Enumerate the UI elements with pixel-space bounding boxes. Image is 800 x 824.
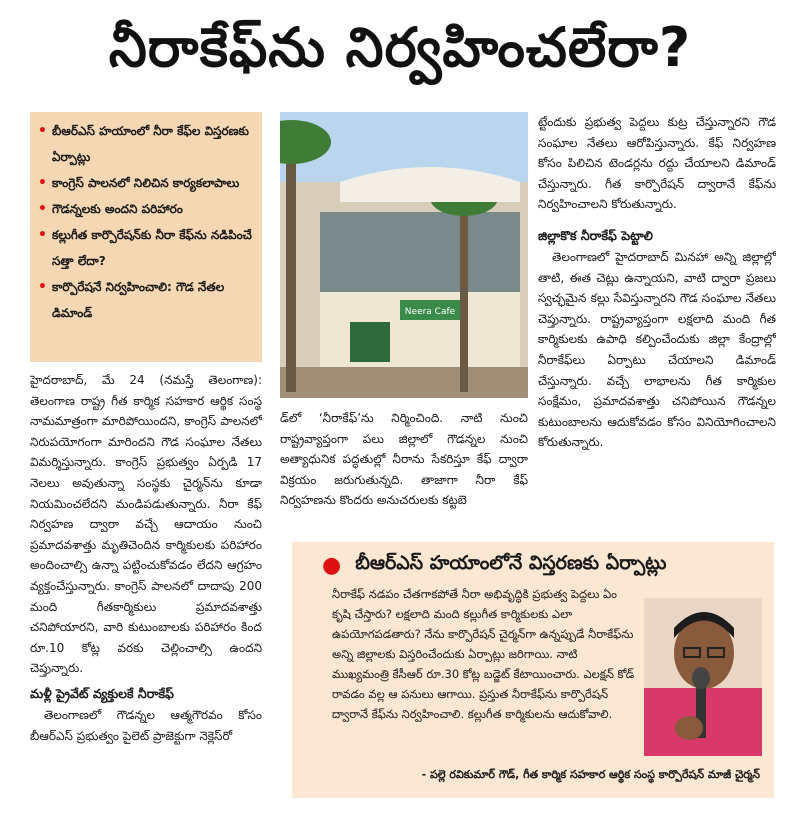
highlight-item: [38, 274, 254, 326]
quote-box-title-text: బీఆర్‌ఎస్ హయాంలోనే విస్తరణకు ఏర్పాట్లు: [355, 552, 667, 574]
bullet-icon: •: [38, 227, 47, 243]
quote-credit: - పల్లె రవికుమార్ గౌడ్, గీత కార్మిక సహకార ఆర్థిక సంస్థ కార్పొరేషన్ మాజీ చైర్మన్: [421, 768, 760, 781]
article-paragraph: డ్‌లో ‘నీరాకేఫ్’ను నిర్మించింది. నాటి నుంచి రాష్ట్రవ్యాప్తంగా పలు జిల్లాలో గౌడన్నల నుంచి అత్యాధునిక పద్ధతుల్లో నీరాను సేకరిస్తూ కేఫ్ ద్వారా విక్రయం జరుగుతున్నది. తాజాగా నీరా కేఫ్ నిర్వహణను కొందరు అనుచరులకు కట్టబె: [280, 411, 528, 508]
article-column-3: [538, 112, 776, 536]
bullet-icon: •: [38, 279, 47, 295]
highlight-item: [38, 118, 254, 170]
section-subhead: జిల్లాకొక నీరాకేఫ్ పెట్టాలి: [538, 227, 653, 243]
article-column-1: [30, 370, 262, 810]
article-paragraph: తెలంగాణలో గౌడన్నల ఆత్మగౌరవం కోసం బీఆర్‌ఎస్ ప్రభుత్వం పైలెట్ ప్రాజెక్టుగా నెక్లెస్‌రో: [30, 707, 262, 743]
page-headline: నీరాకేఫ్‌ను నిర్వహించలేరా?: [108, 15, 692, 79]
quote-text: నీరాకేఫ్ నడపం చేతగాకపోతే నీరా అభివృద్ధికి ప్రభుత్వ పెద్దలు ఏం కృషి చేస్తారు? లక్షలాది మంది కల్లుగీత కార్మికులకు ఎలా ఉపయోగపడతారు? నేను కార్పొరేషన్ చైర్మన్‌గా ఉన్నప్పుడే నీరాకేఫ్‌ను అన్ని జిల్లాలకు విస్తరించేందుకు ఏర్పాట్లు జరిగాయి. నాటి ముఖ్యమంత్రి కేసీఆర్ రూ.30 కోట్ల బడ్జెట్ కేటాయించారు. ఎలక్షన్ కోడ్ రావడం వల్ల ఆ పనులు ఆగాయి. ప్రస్తుత నీరాకేఫ్‌ను కార్పొరేషన్ ద్వారానే కేఫ్‌ను నిర్వహించాలి. కల్లుగీత కార్మికులను ఆదుకోవాలి.: [332, 587, 635, 721]
article-paragraph: ట్టేందుకు ప్రభుత్వ పెద్దలు కుట్ర చేస్తున్నారని గౌడ సంఘాల నేతలు ఆరోపిస్తున్నారు. కేఫ్ నిర్వహణ కోసం పిలిచిన టెండర్లను రద్దు చేయాలని డిమాండ్ చేస్తున్నారు. గీత కార్పొరేషన్ ద్వారానే కేఫ్‌ను నిర్వహించాలని కోరుతున్నారు.: [538, 115, 776, 212]
speaker-portrait: [644, 598, 762, 756]
article-paragraph: తెలంగాణలో హైదరాబాద్ మినహా అన్ని జిల్లాల్లో తాటి, ఈత చెట్లు ఉన్నాయని, వాటి ద్వారా ప్రజలు స్వచ్ఛమైన కల్లు సేవిస్తున్నారని గౌడ సంఘాల నేతలు చెప్తున్నారు. రాష్ట్రవ్యాప్తంగా లక్షలాది మంది గీత కార్మికులకు ఉపాధి కల్పించేందుకు జిల్లా కేంద్రాల్లో నీరాకేఫ్‌లు ఏర్పాటు చేయాలని డిమాండ్ చేస్తున్నారు. వచ్చే లాభాలను గీత కార్మికుల సంక్షేమం, ప్రమాదవశాత్తు చనిపోయిన గౌడన్నల కుటుంబాలను ఆదుకోవడం కోసం వినియోగించాలని కోరుతున్నారు.: [538, 249, 776, 450]
article-paragraph: హైదరాబాద్, మే 24 (నమస్తే తెలంగాణ): తెలంగాణ రాష్ట్ర గీత కార్మిక సహకార ఆర్థిక సంస్థ నామమాత్రంగా మారిపోయిందని, కాంగ్రెస్ పాలనలో నిరుపయోగంగా మారిందని గౌడ సంఘాల నేతలు విమర్శిస్తున్నారు. కాంగ్రెస్ ప్రభుత్వం ఏర్పడి 17 నెలలు అవుతున్నా సంస్థకు చైర్మన్‌ను కూడా నియమించలేదని మండిపడుతున్నారు. నీరా కేఫ్ నిర్వహణ ద్వారా వచ్చే ఆదాయం నుంచి ప్రమాదవశాత్తు మృతిచెందిన కార్మికులకు పరిహారం అందించాల్సి ఉన్నా పట్టించుకోవడం లేదని ఆగ్రహం వ్యక్తంచేస్తున్నారు. కాంగ్రెస్ పాలనలో దాదాపు 200 మంది గీతకార్మికులు ప్రమాదవశాత్తు చనిపోయారని, వారి కుటుంబాలకు పరిహారం కింద రూ.10 కోట్ల వరకు చెల్లించాల్సి ఉందని చెప్తున్నారు.: [30, 373, 262, 676]
highlights-box: [30, 112, 262, 362]
building-illustration: [280, 112, 528, 398]
neera-cafe-photo: [280, 112, 528, 398]
bullet-icon: •: [38, 201, 47, 217]
cafe-sign-text: Neera Cafe: [404, 307, 456, 317]
highlight-item: [38, 196, 254, 222]
quote-box: [292, 542, 774, 798]
highlight-text: గౌడన్నలకు అందని పరిహారం: [52, 202, 183, 216]
bullet-icon: •: [38, 175, 47, 191]
highlight-item: [38, 222, 254, 274]
highlight-text: కార్పొరేషనే నిర్వహించాలి: గౌడ నేతల డిమాండ్: [52, 280, 225, 320]
highlight-text: కాంగ్రెస్ పాలనలో నిలిచిన కార్యకలాపాలు: [52, 176, 240, 190]
speaker-photo: [644, 598, 762, 756]
highlight-text: బీఆర్‌ఎస్ హయాంలో నీరా కేఫ్‌ల విస్తరణకు ఏర్పాట్లు: [52, 124, 249, 164]
bullet-icon: ●: [322, 553, 342, 578]
bullet-icon: •: [38, 123, 47, 139]
article-column-2: [280, 408, 528, 534]
quote-box-title: [322, 552, 666, 579]
section-subhead: మళ్లీ ప్రైవేట్ వ్యక్తులకే నీరాకేఫ్: [30, 685, 174, 701]
highlight-item: [38, 170, 254, 196]
highlight-text: కల్లుగీత కార్పొరేషన్‌కు నీరా కేఫ్‌ను నడిపించే సత్తా లేదా?: [52, 228, 252, 268]
